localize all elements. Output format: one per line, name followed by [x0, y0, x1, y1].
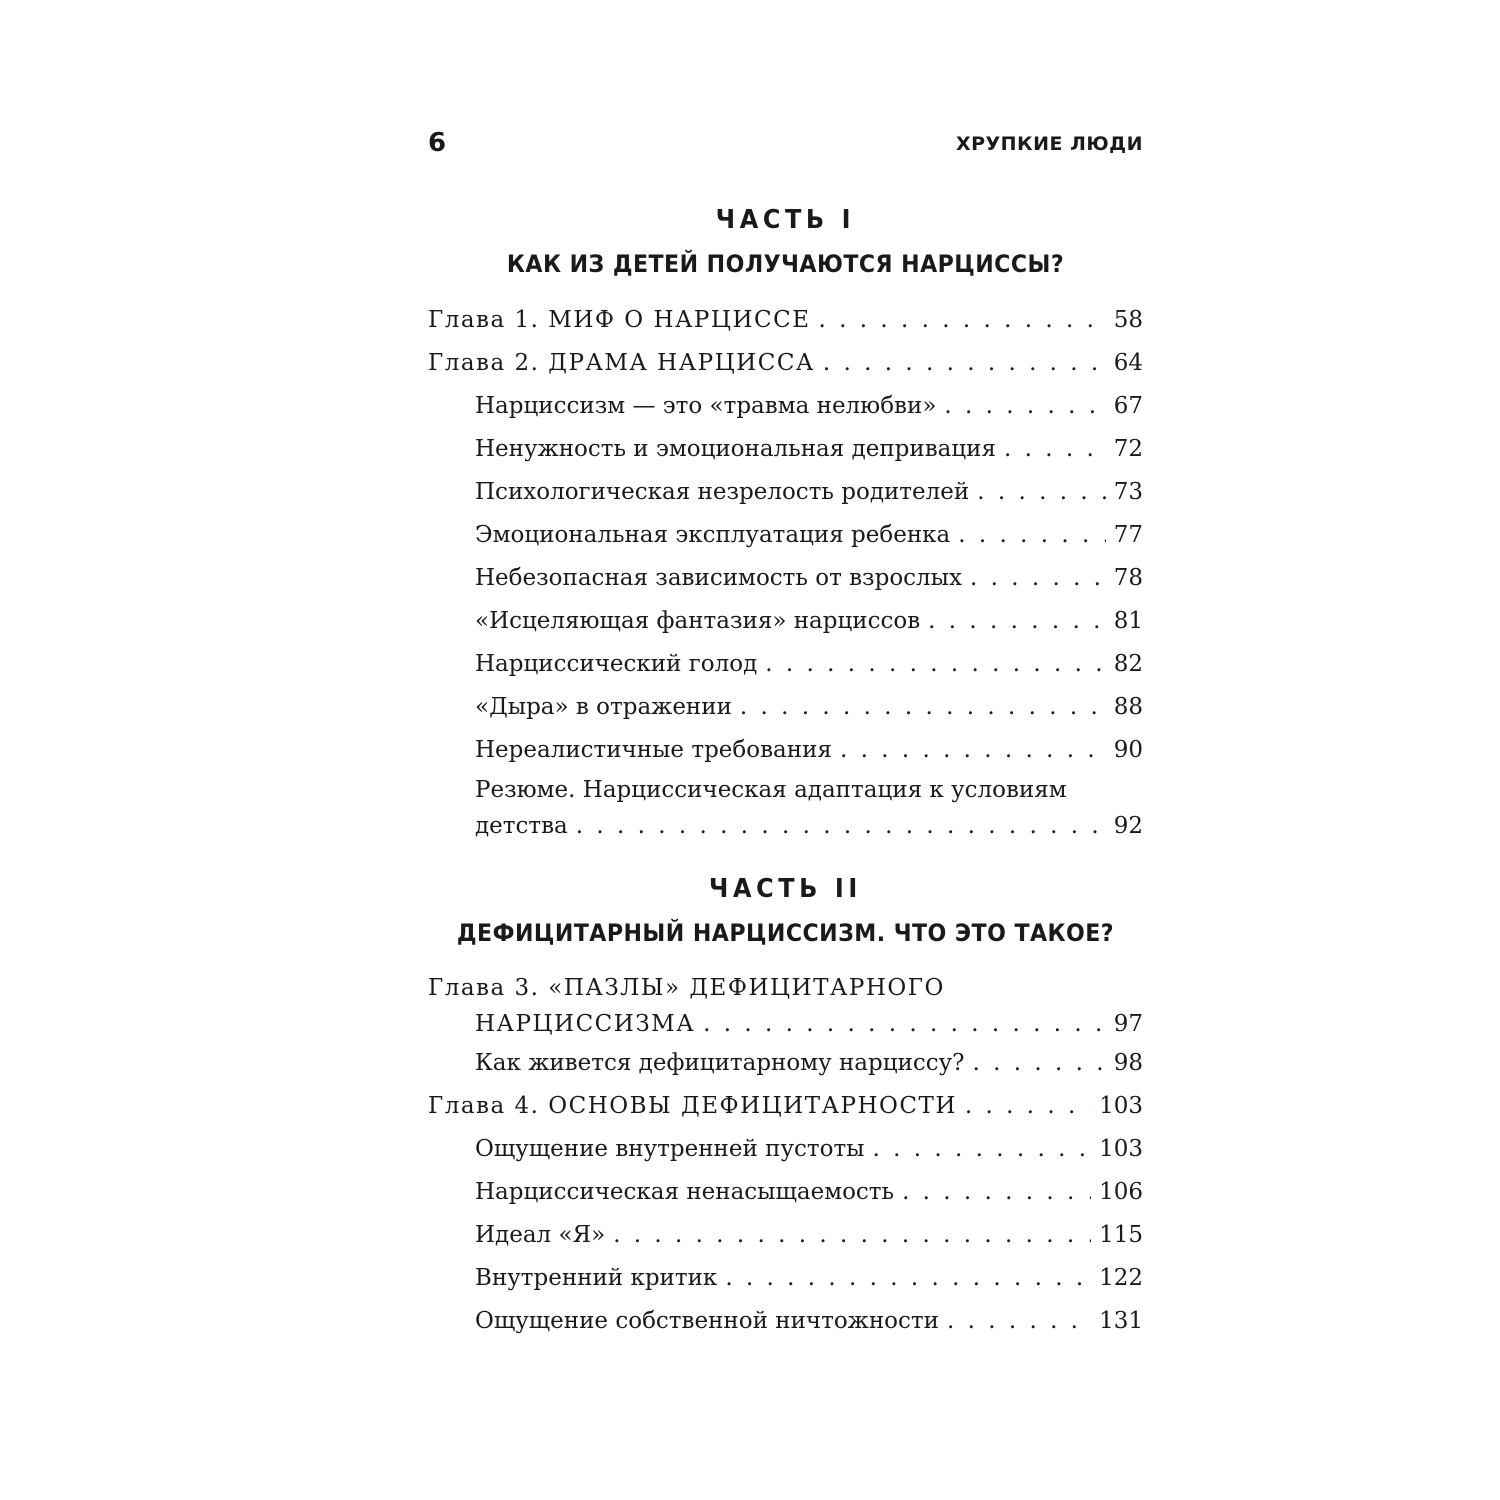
- dot-leader: [965, 1085, 1091, 1128]
- toc-entry-title: Нарциссическая ненасыщаемость: [475, 1179, 895, 1205]
- toc-entry-section[interactable]: [428, 557, 1143, 600]
- toc-entry-section[interactable]: [428, 1300, 1143, 1343]
- toc-entry-page: 90: [1113, 737, 1143, 763]
- toc-entry-title-line-1: Резюме. Нарциссическая адаптация к условиям: [475, 777, 1067, 803]
- toc-entry-chapter-1[interactable]: [428, 299, 1143, 342]
- toc-entry-title-line-2: детства: [475, 813, 568, 839]
- dot-leader: [703, 1006, 1106, 1042]
- part-2-subtitle: ДЕФИЦИТАРНЫЙ НАРЦИССИЗМ. ЧТО ЭТО ТАКОЕ?: [456, 919, 1115, 947]
- toc-entry-second-line: [428, 1006, 1143, 1042]
- toc-entry-title: Ощущение внутренней пустоты: [475, 1136, 865, 1162]
- dot-leader: [972, 1042, 1105, 1085]
- toc-entry-title: Небезопасная зависимость от взрослых: [475, 565, 962, 591]
- dot-leader: [958, 514, 1105, 557]
- dot-leader: [823, 342, 1106, 385]
- dot-leader: [970, 557, 1106, 600]
- toc-entry-section[interactable]: [428, 729, 1143, 772]
- toc-entry-section[interactable]: [428, 600, 1143, 643]
- toc-entry-title: Нарциссизм — это «травма нелюбви»: [475, 393, 937, 419]
- dot-leader: [819, 299, 1106, 342]
- toc-entry-title: Идеал «Я»: [475, 1222, 606, 1248]
- toc-entry-page: 122: [1099, 1265, 1143, 1291]
- toc-entry-section[interactable]: [428, 471, 1143, 514]
- toc-entry-title: Ощущение собственной ничтожности: [475, 1308, 939, 1334]
- toc-entry-chapter-2[interactable]: [428, 342, 1143, 385]
- dot-leader: [840, 729, 1106, 772]
- toc-entry-title: Глава 1. МИФ О НАРЦИССЕ: [428, 307, 811, 333]
- toc-entry-page: 64: [1113, 350, 1143, 376]
- toc-entry-page: 103: [1099, 1136, 1143, 1162]
- toc-entry-page: 88: [1113, 694, 1143, 720]
- dot-leader: [613, 1214, 1091, 1257]
- toc-entry-section[interactable]: [428, 1128, 1143, 1171]
- page-number: 6: [428, 128, 448, 158]
- toc-entry-title: Эмоциональная эксплуатация ребенка: [475, 522, 951, 548]
- toc-entry-title: Глава 2. ДРАМА НАРЦИССА: [428, 350, 815, 376]
- dot-leader: [928, 600, 1106, 643]
- toc-entry-title: Как живется дефицитарному нарциссу?: [475, 1050, 965, 1076]
- toc-entry-section[interactable]: [428, 1257, 1143, 1300]
- part-1-heading: [457, 203, 1115, 283]
- toc-entry-page: 58: [1113, 307, 1143, 333]
- toc-entry-title-line-1: Глава 3. «ПАЗЛЫ» ДЕФИЦИТАРНОГО: [428, 975, 945, 1001]
- toc-entry-section[interactable]: [428, 1042, 1143, 1085]
- toc-entry-page: 97: [1113, 1011, 1143, 1037]
- part-1-label: ЧАСТЬ I: [715, 205, 856, 235]
- toc-entry-title: Нарциссический голод: [475, 651, 758, 677]
- toc-part-2: [428, 970, 1143, 1343]
- toc-entry-page: 131: [1099, 1308, 1143, 1334]
- dot-leader: [947, 1300, 1091, 1343]
- toc-entry-title: Глава 4. ОСНОВЫ ДЕФИЦИТАРНОСТИ: [428, 1093, 957, 1119]
- toc-entry-page: 82: [1113, 651, 1143, 677]
- dot-leader: [872, 1128, 1091, 1171]
- toc-entry-title: Нереалистичные требования: [475, 737, 832, 763]
- part-2-heading: [457, 872, 1115, 952]
- toc-entry-page: 67: [1113, 393, 1143, 419]
- toc-entry-section[interactable]: [428, 772, 1143, 844]
- toc-entry-page: 73: [1113, 479, 1143, 505]
- toc-entry-title: «Исцеляющая фантазия» нарциссов: [475, 608, 921, 634]
- toc-entry-section[interactable]: [428, 1214, 1143, 1257]
- toc-entry-page: 72: [1113, 436, 1143, 462]
- toc-entry-section[interactable]: [428, 643, 1143, 686]
- part-2-label: ЧАСТЬ II: [709, 874, 862, 904]
- dot-leader: [944, 385, 1105, 428]
- toc-entry-page: 106: [1099, 1179, 1143, 1205]
- toc-entry-page: 92: [1113, 813, 1143, 839]
- toc-entry-page: 77: [1113, 522, 1143, 548]
- toc-entry-section[interactable]: [428, 1171, 1143, 1214]
- dot-leader: [765, 643, 1105, 686]
- toc-entry-page: 78: [1113, 565, 1143, 591]
- toc-entry-title-line-2: НАРЦИССИЗМА: [475, 1011, 696, 1037]
- dot-leader: [576, 808, 1106, 844]
- dot-leader: [725, 1257, 1091, 1300]
- toc-entry-page: 98: [1113, 1050, 1143, 1076]
- toc-entry-title: «Дыра» в отражении: [475, 694, 732, 720]
- toc-entry-page: 115: [1099, 1222, 1143, 1248]
- toc-entry-title: Ненужность и эмоциональная депривация: [475, 436, 997, 462]
- toc-entry-second-line: [475, 808, 1143, 844]
- toc-entry-section[interactable]: [428, 428, 1143, 471]
- toc-part-1: [428, 299, 1143, 844]
- dot-leader: [1004, 428, 1106, 471]
- dot-leader: [902, 1171, 1091, 1214]
- toc-entry-page: 103: [1099, 1093, 1143, 1119]
- toc-entry-chapter-3[interactable]: [428, 970, 1143, 1042]
- toc-entry-section[interactable]: [428, 385, 1143, 428]
- running-title: ХРУПКИЕ ЛЮДИ: [955, 133, 1143, 155]
- toc-entry-title: Психологическая незрелость родителей: [475, 479, 970, 505]
- toc-entry-chapter-4[interactable]: [428, 1085, 1143, 1128]
- toc-entry-section[interactable]: [428, 514, 1143, 557]
- dot-leader: [977, 471, 1106, 514]
- toc-entry-section[interactable]: [428, 686, 1143, 729]
- part-1-subtitle: КАК ИЗ ДЕТЕЙ ПОЛУЧАЮТСЯ НАРЦИССЫ?: [506, 250, 1065, 278]
- dot-leader: [740, 686, 1106, 729]
- toc-entry-page: 81: [1113, 608, 1143, 634]
- toc-entry-title: Внутренний критик: [475, 1265, 718, 1291]
